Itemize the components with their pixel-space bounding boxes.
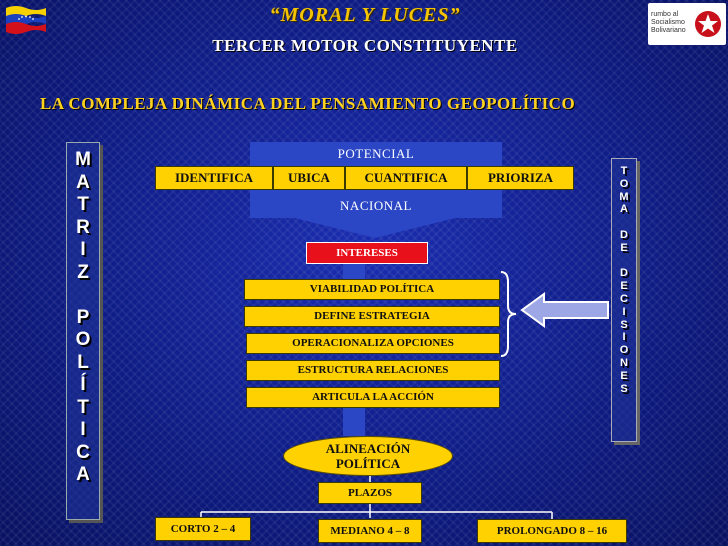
- plazo-prolongado: PROLONGADO 8 – 16: [477, 519, 627, 543]
- step-articula: ARTICULA LA ACCIÓN: [246, 387, 500, 408]
- plazo-corto: CORTO 2 – 4: [155, 517, 251, 541]
- page-subtitle: TERCER MOTOR CONSTITUYENTE: [212, 36, 518, 55]
- toma-de-decisiones-column: T O M A D E D E C I S I O N E S: [611, 158, 637, 442]
- action-cuantifica: CUANTIFICA: [345, 166, 467, 190]
- connector-stem: [343, 264, 365, 280]
- plazos-box: PLAZOS: [318, 482, 422, 504]
- star-logo-icon: [693, 7, 723, 41]
- step-opciones: OPERACIONALIZA OPCIONES: [246, 333, 500, 354]
- action-prioriza: PRIORIZA: [467, 166, 574, 190]
- funnel-arrow-icon: [295, 218, 455, 238]
- plazo-mediano: MEDIANO 4 – 8: [318, 519, 422, 543]
- step-estrategia: DEFINE ESTRATEGIA: [244, 306, 500, 327]
- band-top-label: POTENCIAL: [337, 146, 415, 161]
- motto: “MORAL Y LUCES”: [269, 4, 461, 26]
- action-identifica: IDENTIFICA: [155, 166, 273, 190]
- matriz-politica-column: M A T R I Z P O L Í T I C A: [66, 142, 100, 520]
- band-bottom-label: NACIONAL: [340, 198, 412, 213]
- alineacion-line1: ALINEACIÓN: [325, 441, 411, 456]
- page-title: LA COMPLEJA DINÁMICA DEL PENSAMIENTO GEOPOLÍTICO: [40, 94, 576, 113]
- alineacion-politica-oval: [283, 436, 453, 476]
- step-relaciones: ESTRUCTURA RELACIONES: [246, 360, 500, 381]
- connector-stem-lower: [343, 408, 365, 436]
- party-logo: [648, 3, 726, 45]
- venezuela-flag-icon: [5, 4, 47, 34]
- action-ubica: UBICA: [273, 166, 345, 190]
- curly-brace-icon: [498, 270, 520, 358]
- left-arrow-icon: [520, 290, 610, 330]
- alineacion-line2: POLÍTICA: [335, 456, 401, 471]
- logo-text: rumbo al Socialismo Bolivariano: [651, 11, 686, 34]
- intereses-box: INTERESES: [306, 242, 428, 264]
- step-viabilidad: VIABILIDAD POLÍTICA: [244, 279, 500, 300]
